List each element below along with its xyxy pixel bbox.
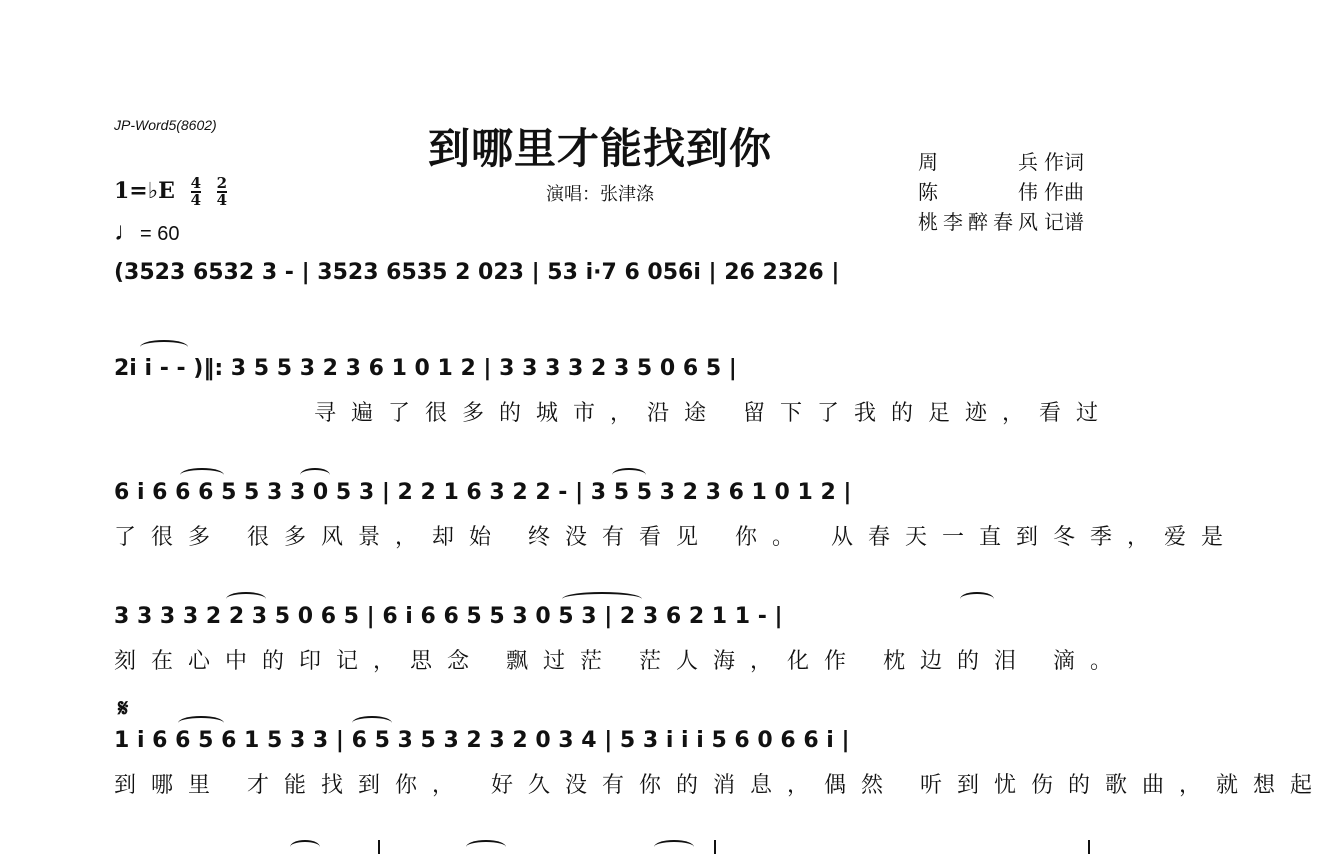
tempo-value: = 60 [140,223,180,245]
score-line-5 [114,728,1327,799]
slur-mark [466,840,506,854]
notes-line: 2i i - - )‖: 3 5 5 3 2 3 6 1 0 1 2 | 3 3 3 3 2 3 5 0 6 5 | [114,356,737,381]
bar-line [1088,840,1090,854]
watermark: JP-Word5(8602) [114,117,217,133]
key-signature [114,176,227,208]
lyrics-line: 寻遍了很多的城市，沿途 留下了我的足迹，看过 [314,401,1113,426]
lyricist-credit: 周 兵 作词 [918,150,1084,174]
slur-mark [654,840,694,854]
composer-credit: 陈 伟 作曲 [918,180,1084,204]
notes-line: (3523 6532 3 - | 3523 6535 2 023 | 53 i·7 6 056i | 26 2326 | [114,260,840,285]
notes-line: 6 i 6 6 6 5 5 3 3 0 5 3 | 2 2 1 6 3 2 2 - | 3 5 5 3 2 3 6 1 0 1 2 | [114,480,852,505]
segno-icon: 𝄋 [118,694,129,722]
song-title: 到哪里才能找到你 [427,124,772,173]
score-line-1 [114,260,1090,300]
key-label: 1=♭E [114,178,175,204]
lyrics-line: 到哪里 才能找到你， 好久没有你的消息，偶然 听到忧伤的歌曲，就想起 [114,773,1327,798]
slur-mark [140,340,188,354]
notes-line: 3 3 3 3 2 2 3 5 0 6 5 | 6 i 6 6 5 5 3 0 5 3 | 2 3 6 2 1 1 - | [114,604,783,629]
score-line-3 [114,480,1238,551]
lyrics-line: 了很多 很多风景，却始 终没有看见 你。 从春天一直到冬季，爱是 [114,525,1238,550]
score-line-2 [114,356,1113,427]
score-line-6-cutoff [114,836,1090,850]
singer-credit: 演唱：张津涤 [546,184,654,205]
slur-mark [290,840,320,854]
notes-line: 1 i 6 6 5 6 1 5 3 3 | 6 5 3 5 3 2 3 2 0 3 4 | 5 3 i i i 5 6 0 6 6 i | [114,728,850,753]
time-signature-1: $\frac{4}{4}$ [190,174,201,209]
tempo-marking [114,216,179,247]
bar-line [714,840,716,854]
quarter-note-icon: ♩ [114,216,140,246]
time-signature-2: $\frac{2}{4}$ [216,174,228,209]
transcriber-credit: 桃李醉春风 记谱 [918,210,1084,234]
bar-line [378,840,380,854]
lyrics-line: 刻在心中的印记，思念 飘过茫 茫人海，化作 枕边的泪 滴。 [114,649,1127,674]
score-line-4 [114,604,1127,675]
